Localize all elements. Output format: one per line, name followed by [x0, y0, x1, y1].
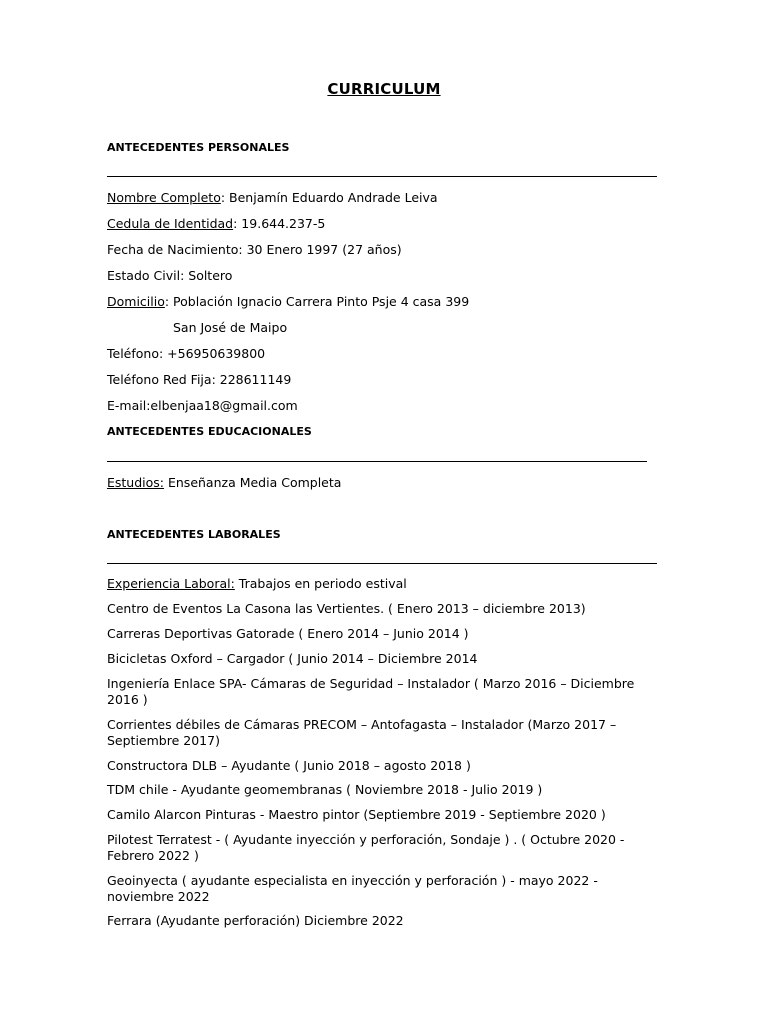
civil-status-line: Estado Civil: Soltero [107, 268, 233, 283]
education-divider [107, 461, 647, 462]
job-item: Ingeniería Enlace SPA- Cámaras de Seguridad – Instalador ( Marzo 2016 – Diciembre 2016 ) [107, 676, 635, 707]
personal-heading: ANTECEDENTES PERSONALES [107, 141, 290, 154]
job-item: Pilotest Terratest - ( Ayudante inyección y perforación, Sondaje ) . ( Octubre 2020 - Febrero 2022 ) [107, 832, 625, 863]
birth-date-line: Fecha de Nacimiento: 30 Enero 1997 (27 años) [107, 242, 402, 257]
full-name-line [107, 190, 438, 205]
job-item: Ferrara (Ayudante perforación) Diciembre 2022 [107, 913, 404, 928]
work-heading: ANTECEDENTES LABORALES [107, 528, 281, 541]
experience-label: Experiencia Laboral: [107, 576, 235, 591]
job-item: Corrientes débiles de Cámaras PRECOM – Antofagasta – Instalador (Marzo 2017 – Septiembre 2017) [107, 717, 617, 748]
studies-value: Enseñanza Media Completa [164, 475, 342, 490]
address-line-2: San José de Maipo [173, 320, 288, 335]
experience-line [107, 576, 407, 591]
personal-divider [107, 176, 657, 177]
id-number-value: : 19.644.237-5 [233, 216, 326, 231]
landline-line: Teléfono Red Fija: 228611149 [107, 372, 292, 387]
experience-value: Trabajos en periodo estival [234, 576, 407, 591]
job-item: Carreras Deportivas Gatorade ( Enero 2014 – Junio 2014 ) [107, 626, 469, 641]
job-item: Geoinyecta ( ayudante especialista en inyección y perforación ) - mayo 2022 - noviembre 2022 [107, 873, 598, 904]
full-name-label: Nombre Completo [107, 190, 221, 205]
id-number-line [107, 216, 325, 231]
studies-label: Estudios: [107, 475, 165, 490]
work-divider [107, 563, 657, 564]
full-name-value: : Benjamín Eduardo Andrade Leiva [220, 190, 438, 205]
address-value: : Población Ignacio Carrera Pinto Psje 4 casa 399 [164, 294, 470, 309]
email-line: E-mail:elbenjaa18@gmail.com [107, 398, 298, 413]
job-item: Bicicletas Oxford – Cargador ( Junio 2014 – Diciembre 2014 [107, 651, 478, 666]
address-label: Domicilio [107, 294, 165, 309]
job-item: Constructora DLB – Ayudante ( Junio 2018 – agosto 2018 ) [107, 758, 471, 773]
id-number-label: Cedula de Identidad [107, 216, 234, 231]
job-item: TDM chile - Ayudante geomembranas ( Noviembre 2018 - Julio 2019 ) [107, 782, 543, 797]
studies-line [107, 475, 341, 490]
education-heading: ANTECEDENTES EDUCACIONALES [107, 425, 312, 438]
document-title: CURRICULUM [327, 80, 441, 98]
job-item: Centro de Eventos La Casona las Vertientes. ( Enero 2013 – diciembre 2013) [107, 601, 586, 616]
phone-line: Teléfono: +56950639800 [107, 346, 266, 361]
job-item: Camilo Alarcon Pinturas - Maestro pintor (Septiembre 2019 - Septiembre 2020 ) [107, 807, 606, 822]
address-line [107, 294, 469, 309]
